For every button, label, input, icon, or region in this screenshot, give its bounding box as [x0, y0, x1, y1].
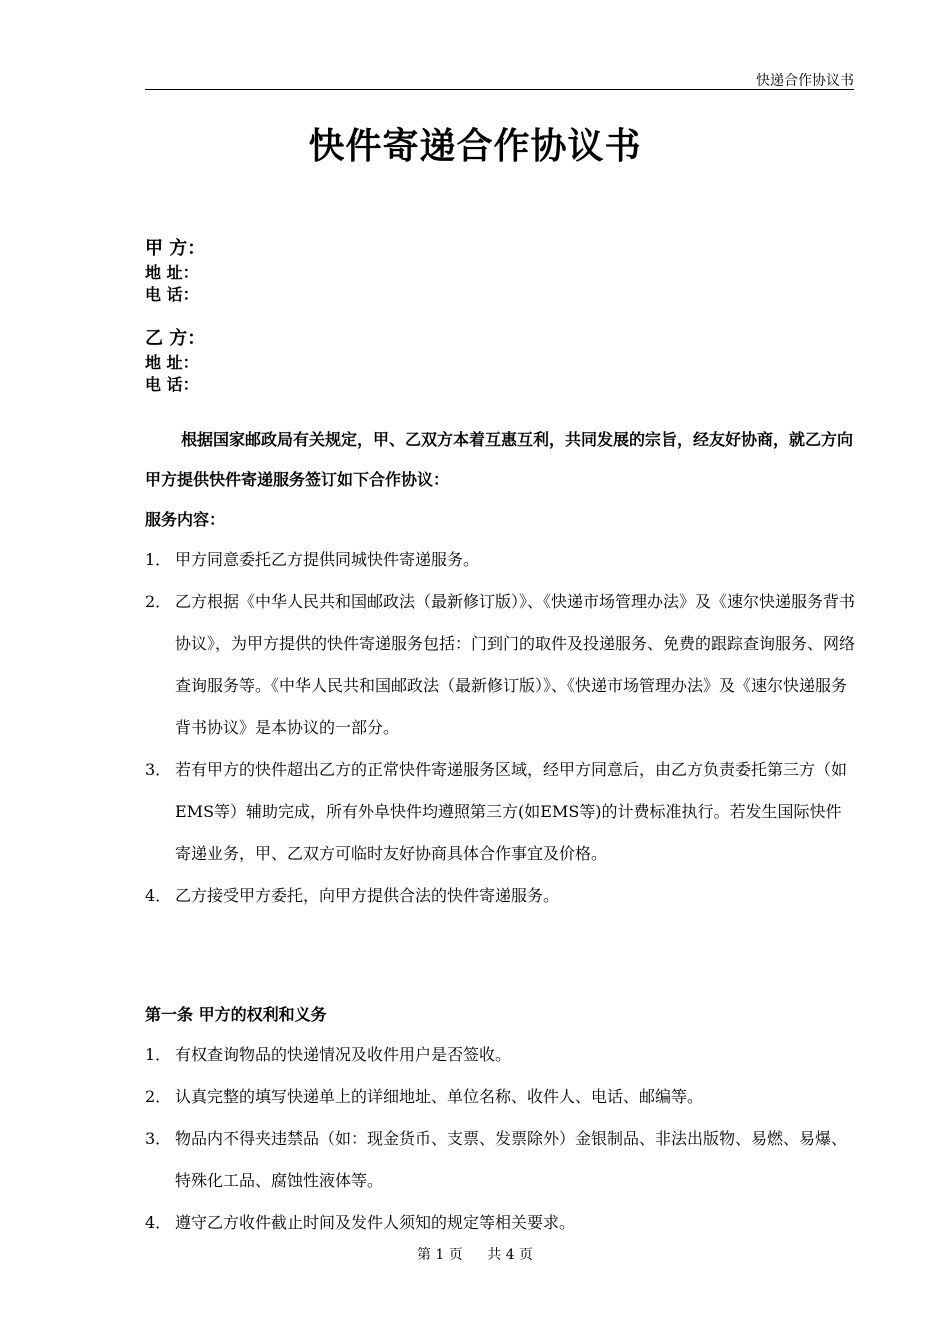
- item-number: 4．: [145, 1213, 172, 1232]
- item-number: 4．: [145, 886, 172, 905]
- item-text: 若有甲方的快件超出乙方的正常快件寄递服务区域，经甲方同意后，由乙方负责委托第三方（如EMS等）辅助完成，所有外阜快件均遵照第三方(如EMS等)的计费标准执行。若发生国际快件寄递业务，甲、乙双方可临时友好协商具体合作事宜及价格。: [175, 760, 848, 863]
- page-number: 第 1 页: [416, 1247, 463, 1263]
- intro-paragraph: [145, 420, 857, 500]
- item-text: 物品内不得夹违禁品（如：现金货币、支票、发票除外）金银制品、非法出版物、易燃、易爆、特殊化工品、腐蚀性液体等。: [175, 1129, 848, 1190]
- service-item: [145, 749, 857, 875]
- party-b-block: [145, 326, 205, 396]
- party-a-label: 甲 方：: [145, 238, 206, 259]
- party-a-block: [145, 236, 205, 306]
- party-b-label: 乙 方：: [145, 328, 206, 349]
- item-number: 3．: [145, 1129, 172, 1148]
- item-number: 2．: [145, 592, 172, 611]
- item-text: 遵守乙方收件截止时间及发件人须知的规定等相关要求。: [175, 1213, 576, 1232]
- article-item: [145, 1118, 857, 1202]
- service-item: [145, 539, 857, 581]
- item-text: 认真完整的填写快递单上的详细地址、单位名称、收件人、电话、邮编等。: [175, 1087, 704, 1106]
- page-total: 共 4 页: [487, 1247, 534, 1263]
- party-b-phone: 电 话：: [145, 375, 199, 394]
- service-item: [145, 875, 857, 917]
- running-header: 快递合作协议书: [756, 73, 854, 89]
- header-divider: [145, 89, 854, 90]
- article-one-heading: 第一条 甲方的权利和义务: [145, 1005, 327, 1024]
- item-number: 3．: [145, 760, 172, 779]
- service-item: [145, 581, 857, 749]
- item-text: 甲方同意委托乙方提供同城快件寄递服务。: [175, 550, 480, 569]
- item-text: 有权查询物品的快递情况及收件用户是否签收。: [175, 1045, 512, 1064]
- item-number: 1．: [145, 550, 172, 569]
- item-text: 乙方接受甲方委托，向甲方提供合法的快件寄递服务。: [175, 886, 560, 905]
- party-b-address: 地 址：: [145, 353, 199, 372]
- party-a-phone: 电 话：: [145, 285, 199, 304]
- item-number: 2．: [145, 1087, 172, 1106]
- item-number: 1．: [145, 1045, 172, 1064]
- article-one-section: [145, 1000, 857, 1244]
- document-title: 快件寄递合作协议书: [308, 126, 642, 167]
- article-item: [145, 1076, 857, 1118]
- service-section: [145, 505, 857, 917]
- article-item: [145, 1202, 857, 1244]
- item-text: 乙方根据《中华人民共和国邮政法（最新修订版）》、《快递市场管理办法》及《速尔快递服务背书协议》，为甲方提供的快件寄递服务包括：门到门的取件及投递服务、免费的跟踪查询服务、网络查询服务等。《中华人民共和国邮政法（最新修订版）》、《快递市场管理办法》及《速尔快递服务背书协议》是本协议的一部分。: [175, 592, 856, 737]
- page-footer: [0, 1244, 950, 1264]
- article-item: [145, 1034, 857, 1076]
- service-heading: 服务内容：: [145, 510, 226, 529]
- intro-text: 根据国家邮政局有关规定，甲、乙双方本着互惠互利，共同发展的宗旨，经友好协商，就乙方向甲方提供快件寄递服务签订如下合作协议：: [145, 430, 854, 489]
- party-a-address: 地 址：: [145, 263, 199, 282]
